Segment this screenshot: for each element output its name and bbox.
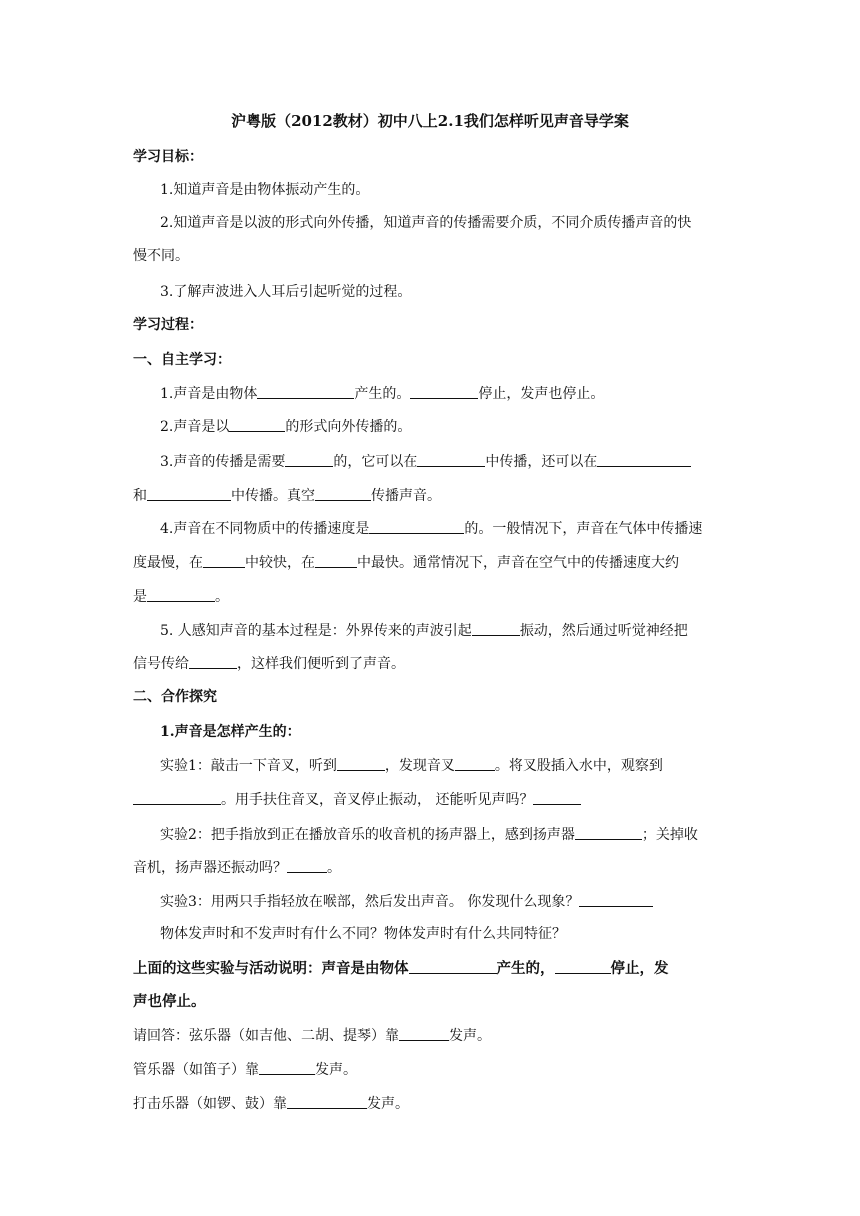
e1-text-b: ，发现音叉 xyxy=(384,758,455,774)
r3-text-a: 打击乐器（如锣、鼓）靠 xyxy=(133,1096,287,1112)
question-1 xyxy=(160,383,604,404)
q3-blank-2[interactable] xyxy=(417,451,485,467)
q2-blank[interactable] xyxy=(229,416,285,432)
q4-blank-3[interactable] xyxy=(315,552,357,568)
goal-2-line-1: 2.知道声音是以波的形式向外传播，知道声音的传播需要介质，不同介质传播声音的快 xyxy=(160,215,692,231)
q5-blank-2[interactable] xyxy=(189,653,237,669)
q5-blank-1[interactable] xyxy=(472,620,520,636)
r3-text-b: 发声。 xyxy=(367,1096,409,1112)
question-5-line-2 xyxy=(133,653,405,674)
sound-origin-heading: 1.声音是怎样产生的： xyxy=(160,724,301,740)
q1-blank-1[interactable] xyxy=(257,383,354,399)
q3-blank-5[interactable] xyxy=(315,485,371,501)
q5-text-c: 信号传给 xyxy=(133,656,189,672)
e1-blank-2[interactable] xyxy=(455,755,495,771)
process-heading: 学习过程： xyxy=(133,317,203,333)
cooperative-heading: 二、合作探究 xyxy=(133,689,217,705)
q4-text-e: 中最快。通常情况下，声音在空气中的传播速度大约 xyxy=(357,555,679,571)
q4-blank-1[interactable] xyxy=(369,518,464,534)
s1-text-a: 上面的这些实验与活动说明：声音是由物体 xyxy=(133,960,409,977)
summary-line-1 xyxy=(133,958,669,979)
q5-text-a: 5. 人感知声音的基本过程是：外界传来的声波引起 xyxy=(160,623,472,639)
s1-blank-2[interactable] xyxy=(555,958,611,974)
e2-text-d: 。 xyxy=(327,860,341,876)
q2-text-b: 的形式向外传播的。 xyxy=(285,419,412,435)
q5-text-d: ，这样我们便听到了声音。 xyxy=(237,656,405,672)
q1-blank-2[interactable] xyxy=(410,383,478,399)
q3-text-a: 3.声音的传播是需要 xyxy=(160,454,286,470)
q4-text-a: 4.声音在不同物质中的传播速度是 xyxy=(160,521,370,537)
experiment-1-line-2 xyxy=(133,789,581,810)
experiment-1-line-1 xyxy=(160,755,663,776)
question-2 xyxy=(160,416,411,437)
e1-text-a: 实验1：敲击一下音叉，听到 xyxy=(160,758,337,774)
q2-text-a: 2.声音是以 xyxy=(160,419,230,435)
question-5-line-1 xyxy=(160,620,688,641)
r1-blank[interactable] xyxy=(399,1025,449,1041)
e1-blank-1[interactable] xyxy=(337,755,385,771)
q3-text-f: 传播声音。 xyxy=(371,488,441,504)
q3-blank-1[interactable] xyxy=(285,451,333,467)
answer-percussion xyxy=(133,1093,409,1114)
experiment-2-line-2 xyxy=(133,857,341,878)
summary-line-2: 声也停止。 xyxy=(133,993,206,1010)
self-study-heading: 一、自主学习： xyxy=(133,352,231,368)
question-4-line-2 xyxy=(133,552,679,573)
s1-text-b: 产生的， xyxy=(496,960,555,977)
q4-text-g: 。 xyxy=(215,589,229,605)
goal-2-line-2: 慢不同。 xyxy=(133,248,189,264)
q1-text-c: 停止，发声也停止。 xyxy=(478,386,605,402)
r2-blank[interactable] xyxy=(259,1059,315,1075)
answer-strings xyxy=(133,1025,491,1046)
document-title: 沪粤版（2012教材）初中八上2.1我们怎样听见声音导学案 xyxy=(231,112,629,130)
r2-text-a: 管乐器（如笛子）靠 xyxy=(133,1062,259,1078)
r1-text-a: 请回答：弦乐器（如吉他、二胡、提琴）靠 xyxy=(133,1028,399,1044)
q4-blank-2[interactable] xyxy=(203,552,245,568)
q1-text-b: 产生的。 xyxy=(354,386,411,402)
q3-blank-4[interactable] xyxy=(147,485,231,501)
s1-blank-1[interactable] xyxy=(409,958,497,974)
s1-text-c: 停止，发 xyxy=(610,960,669,977)
q3-text-b: 的，它可以在 xyxy=(333,454,418,470)
sounding-question: 物体发声时和不发声时有什么不同？物体发声时有什么共同特征？ xyxy=(160,926,566,942)
r2-text-b: 发声。 xyxy=(315,1062,357,1078)
e2-text-c: 音机，扬声器还振动吗？ xyxy=(133,860,287,876)
e1-text-c: 。将叉股插入水中，观察到 xyxy=(494,758,663,774)
q3-text-d: 和 xyxy=(133,488,147,504)
e1-blank-3[interactable] xyxy=(133,789,221,805)
question-3-line-1 xyxy=(160,451,691,472)
question-4-line-3 xyxy=(133,586,229,607)
e2-text-b: ；关掉收 xyxy=(641,827,698,843)
q4-blank-4[interactable] xyxy=(147,586,215,602)
q4-text-c: 度最慢，在 xyxy=(133,555,203,571)
e3-text-a: 实验3：用两只手指轻放在喉部，然后发出声音。 你发现什么现象？ xyxy=(160,894,580,910)
experiment-2-line-1 xyxy=(160,824,698,845)
r1-text-b: 发声。 xyxy=(449,1028,491,1044)
e1-text-d: 。用手扶住音叉，音叉停止振动， 还能听见声吗？ xyxy=(221,792,534,808)
q3-text-c: 中传播，还可以在 xyxy=(485,454,598,470)
goal-3: 3.了解声波进入人耳后引起听觉的过程。 xyxy=(160,284,412,300)
experiment-3 xyxy=(160,891,653,912)
question-3-line-2 xyxy=(133,485,441,506)
q3-text-e: 中传播。真空 xyxy=(231,488,315,504)
e2-text-a: 实验2：把手指放到正在播放音乐的收音机的扬声器上，感到扬声器 xyxy=(160,827,575,843)
q4-text-f: 是 xyxy=(133,589,147,605)
answer-wind xyxy=(133,1059,357,1080)
q4-text-b: 的。一般情况下，声音在气体中传播速 xyxy=(464,521,703,537)
q4-text-d: 中较快，在 xyxy=(245,555,315,571)
e3-blank[interactable] xyxy=(579,891,653,907)
question-4-line-1 xyxy=(160,518,702,539)
e1-blank-4[interactable] xyxy=(533,789,581,805)
goals-heading: 学习目标： xyxy=(133,149,203,165)
q1-text-a: 1.声音是由物体 xyxy=(160,386,258,402)
q5-text-b: 振动，然后通过听觉神经把 xyxy=(519,623,688,639)
e2-blank-2[interactable] xyxy=(287,857,327,873)
goal-1: 1.知道声音是由物体振动产生的。 xyxy=(160,182,370,198)
e2-blank-1[interactable] xyxy=(575,824,642,840)
q3-blank-3[interactable] xyxy=(597,451,691,467)
r3-blank[interactable] xyxy=(287,1093,367,1109)
